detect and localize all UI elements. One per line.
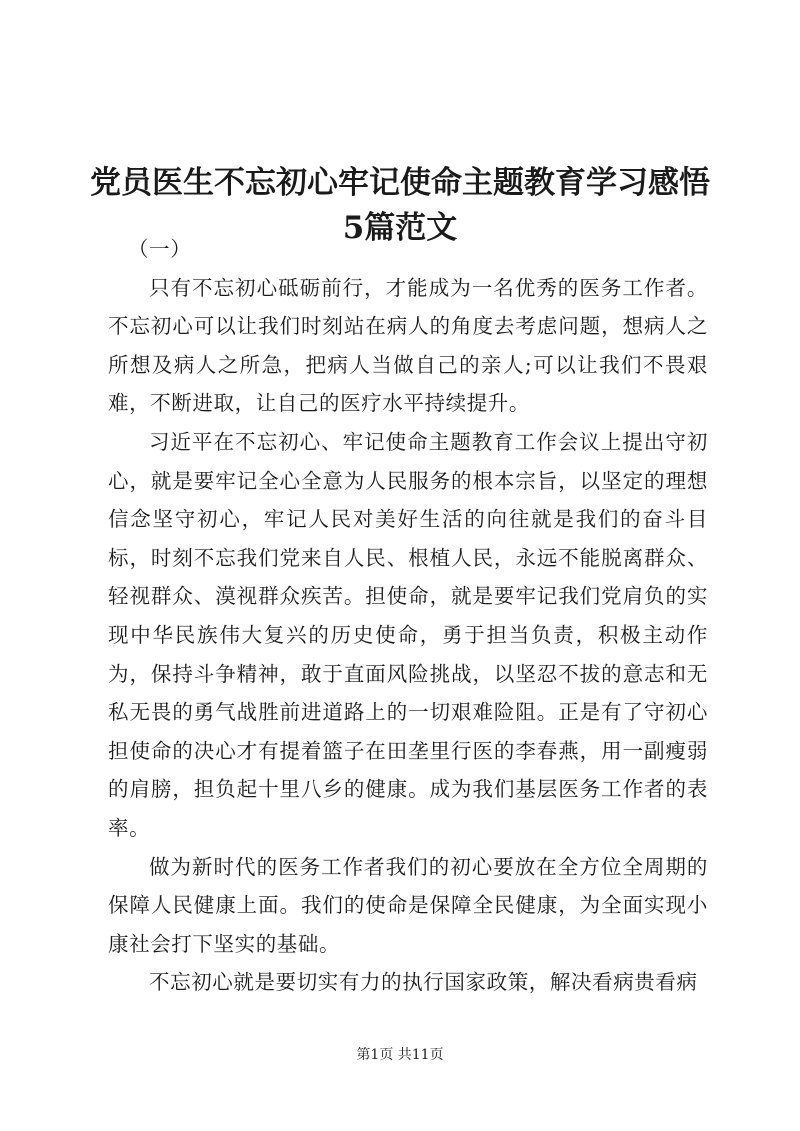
paragraph-1: 只有不忘初心砥砺前行，才能成为一名优秀的医务工作者。不忘初心可以让我们时刻站在病人的角度去考虑问题，想病人之所想及病人之所急，把病人当做自己的亲人;可以让我们不畏艰难，不断进取，让自己的医疗水平持续提升。 bbox=[108, 275, 708, 416]
paragraph-2: 习近平在不忘初心、牢记使命主题教育工作会议上提出守初心，就是要牢记全心全意为人民服务的根本宗旨，以坚定的理想信念坚守初心，牢记人民对美好生活的向往就是我们的奋斗目标，时刻不忘我们党来自人民、根植人民，永远不能脱离群众、轻视群众、漠视群众疾苦。担使命，就是要牢记我们党肩负的实现中华民族伟大复兴的历史使命，勇于担当负责，积极主动作为，保持斗争精神，敢于直面风险挑战，以坚忍不拔的意志和无私无畏的勇气战胜前进道路上的一切艰难险阻。正是有了守初心担使命的决心才有提着篮子在田垄里行医的李春燕，用一副瘦弱的肩膀，担负起十里八乡的健康。成为我们基层医务工作者的表率。 bbox=[108, 429, 708, 840]
title-line-2: 5篇范文 bbox=[342, 209, 458, 246]
paragraph-4: 不忘初心就是要切实有力的执行国家政策，解决看病贵看病 bbox=[149, 970, 698, 995]
document-body bbox=[108, 230, 708, 1002]
page-footer bbox=[0, 1046, 800, 1064]
title-line-1: 党员医生不忘初心牢记使命主题教育学习感悟 bbox=[90, 164, 710, 201]
section-label: （一） bbox=[128, 237, 192, 261]
page-indicator: 第1页 共11页 bbox=[356, 1047, 444, 1063]
paragraph-3: 做为新时代的医务工作者我们的初心要放在全方位全周期的保障人民健康上面。我们的使命是保障全民健康，为全面实现小康社会打下坚实的基础。 bbox=[108, 854, 708, 956]
